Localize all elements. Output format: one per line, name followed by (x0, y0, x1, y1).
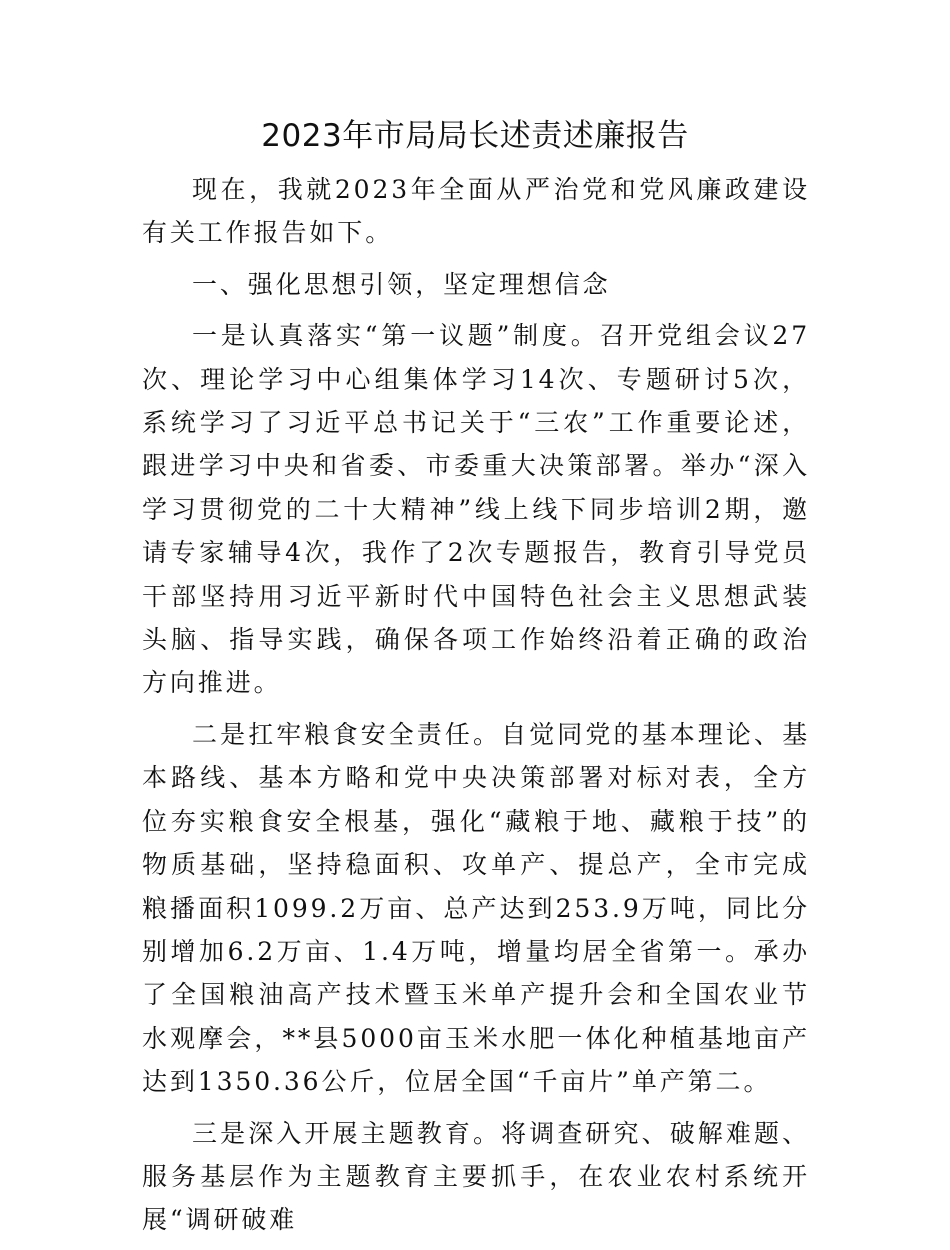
paragraph-third-item: 三是深入开展主题教育。将调查研究、破解难题、服务基层作为主题教育主要抓手，在农业农村系统开展“调研破难 (142, 1118, 810, 1235)
paragraph-first-item: 一是认真落实“第一议题”制度。召开党组会议27次、理论学习中心组集体学习14次、专题研讨5次，系统学习了习近平总书记关于“三农”工作重要论述，跟进学习中央和省委、市委重大决策部署。举办“深入学习贯彻党的二十大精神”线上线下同步培训2期，邀请专家辅导4次，我作了2次专题报告，教育引导党员干部坚持用习近平新时代中国特色社会主义思想武装头脑、指导实践，确保各项工作始终沿着正确的政治方向推进。 (142, 321, 810, 698)
section-heading-1: 一、强化思想引领，坚定理想信念 (192, 269, 611, 299)
paragraph-second-item: 二是扛牢粮食安全责任。自觉同党的基本理论、基本路线、基本方略和党中央决策部署对标对表，全方位夯实粮食安全根基，强化“藏粮于地、藏粮于技”的物质基础，坚持稳面积、攻单产、提总产，全市完成粮播面积1099.2万亩、总产达到253.9万吨，同比分别增加6.2万亩、1.4万吨，增量均居全省第一。承办了全国粮油高产技术暨玉米单产提升会和全国农业节水观摩会，**县5000亩玉米水肥一体化种植基地亩产达到1350.36公斤，位居全国“千亩片”单产第二。 (142, 719, 810, 1097)
paragraph-intro: 现在，我就2023年全面从严治党和党风廉政建设有关工作报告如下。 (142, 175, 810, 248)
document-body (142, 168, 810, 1250)
document-title: 2023年市局局长述责述廉报告 (261, 118, 689, 154)
